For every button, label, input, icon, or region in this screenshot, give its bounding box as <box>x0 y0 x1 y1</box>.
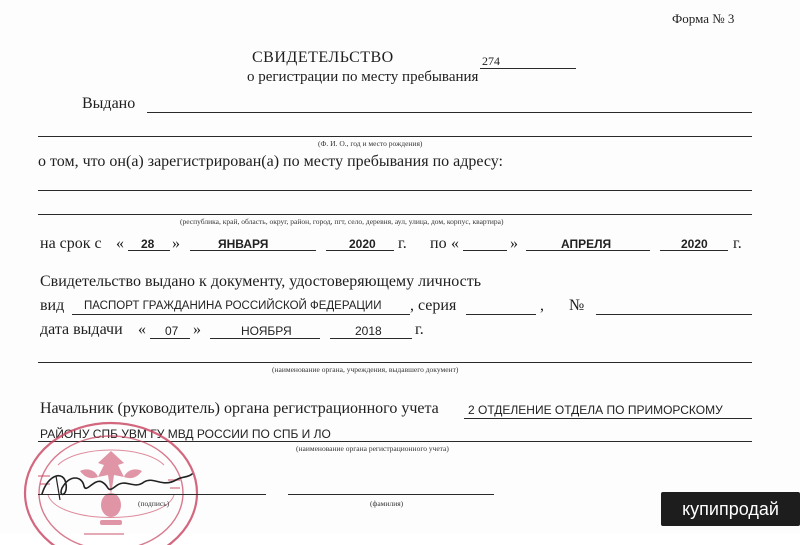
to-label: по <box>430 235 447 252</box>
head-org-line-1: 2 ОТДЕЛЕНИЕ ОТДЕЛА ПО ПРИМОРСКОМУ <box>468 403 723 417</box>
document-subtitle: о регистрации по месту пребывания <box>247 69 479 85</box>
issue-close-quote: » <box>193 321 201 338</box>
issue-year-line <box>330 338 412 339</box>
from-day: 28 <box>141 237 155 251</box>
issuer-caption: (наименование органа, учреждения, выдавшего документ) <box>272 365 459 374</box>
issue-month: НОЯБРЯ <box>241 324 292 338</box>
registered-text: о том, что он(а) зарегистрирован(а) по месту пребывания по адресу: <box>38 153 503 170</box>
from-month: ЯНВАРЯ <box>218 237 269 251</box>
certificate-number-line <box>480 68 576 69</box>
number-line <box>596 314 752 315</box>
number-label: № <box>569 297 585 314</box>
watermark-badge <box>661 492 800 526</box>
issue-date-label: дата выдачи <box>40 321 123 338</box>
series-comma: , <box>540 297 544 314</box>
to-year-line <box>660 250 728 251</box>
to-open-quote: « <box>451 235 459 252</box>
head-org-line-2: РАЙОНУ СПБ УВМ ГУ МВД РОССИИ ПО СПБ И ЛО <box>40 427 331 441</box>
issued-label: Выдано <box>82 95 136 112</box>
signature-caption: (подпись) <box>138 499 170 508</box>
surname-caption: (фамилия) <box>370 499 404 508</box>
series-line <box>466 314 536 315</box>
doc-type-line <box>72 314 410 315</box>
issued-line-1 <box>147 112 752 113</box>
watermark-text: купипродай <box>682 499 779 519</box>
issue-day-line <box>150 338 190 339</box>
document-title: СВИДЕТЕЛЬСТВО <box>252 49 394 66</box>
to-close-quote: » <box>510 235 518 252</box>
surname-line <box>288 494 494 495</box>
handwritten-signature-image <box>36 466 196 506</box>
term-prefix: на срок с <box>40 235 102 252</box>
to-year: 2020 <box>681 237 708 251</box>
issued-line-2 <box>38 136 752 137</box>
issued-caption: (Ф. И. О., год и место рождения) <box>318 139 423 148</box>
to-year-suffix: г. <box>733 235 742 252</box>
certificate-number: 274 <box>482 54 500 68</box>
issue-day: 07 <box>165 324 179 338</box>
address-line-1 <box>38 190 752 191</box>
issue-month-line <box>210 338 320 339</box>
issue-open-quote: « <box>138 321 146 338</box>
from-open-quote: « <box>116 235 124 252</box>
address-line-2 <box>38 214 752 215</box>
from-year: 2020 <box>349 237 376 251</box>
issue-year: 2018 <box>355 324 382 338</box>
doc-type-value: ПАСПОРТ ГРАЖДАНИНА РОССИЙСКОЙ ФЕДЕРАЦИИ <box>84 300 382 312</box>
from-year-suffix: г. <box>398 235 407 252</box>
from-month-line <box>190 250 316 251</box>
issue-year-suffix: г. <box>415 321 424 338</box>
head-org-underline-1 <box>464 418 752 419</box>
series-label: , серия <box>410 297 457 314</box>
address-caption: (республика, край, область, округ, район, город, пгт, село, деревня, аул, улица, дом, корпус, квартира) <box>180 217 504 226</box>
to-month-line <box>526 250 650 251</box>
form-number: Форма № 3 <box>672 11 735 26</box>
from-year-line <box>326 250 394 251</box>
document-text: Свидетельство выдано к документу, удостоверяющему личность <box>40 273 482 290</box>
org-caption: (наименование органа регистрационного учета) <box>296 444 449 453</box>
from-close-quote: » <box>172 235 180 252</box>
to-month: АПРЕЛЯ <box>561 237 612 251</box>
from-day-line <box>128 250 170 251</box>
head-label: Начальник (руководитель) органа регистрационного учета <box>40 400 439 417</box>
to-day-line <box>463 250 507 251</box>
issuer-line <box>38 362 752 363</box>
doc-type-label: вид <box>40 297 65 314</box>
